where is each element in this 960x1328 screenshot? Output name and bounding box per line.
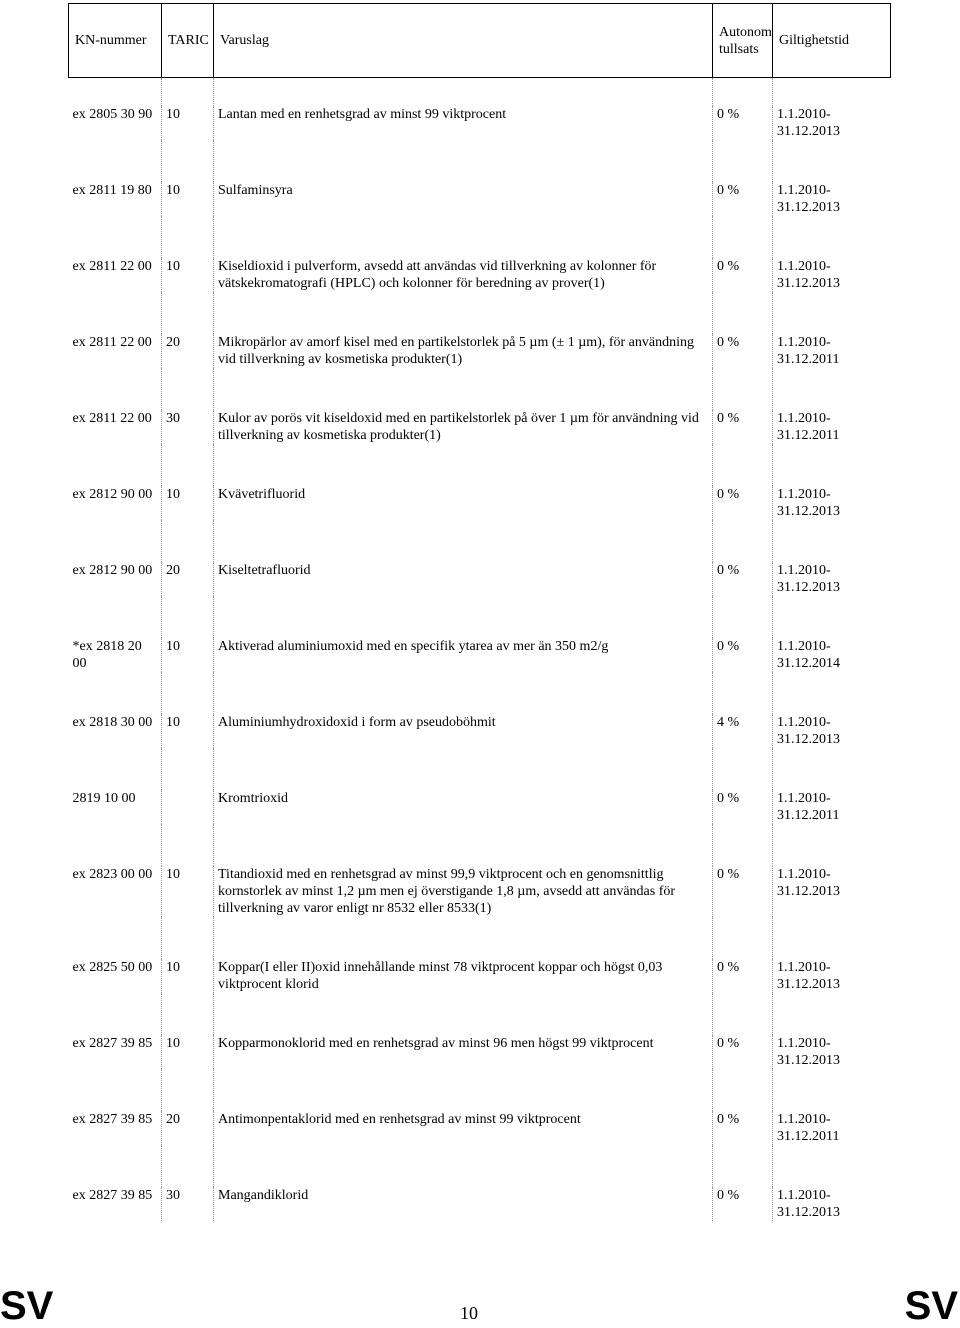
spacer-cell	[162, 993, 214, 1035]
varuslag-cell: Kopparmonoklorid med en renhetsgrad av minst 96 men högst 99 viktprocent	[214, 1035, 713, 1069]
table-row	[69, 258, 891, 292]
spacer-cell	[214, 520, 713, 562]
spacer-cell	[69, 993, 162, 1035]
spacer-cell	[214, 596, 713, 638]
varuslag-cell: Lantan med en renhetsgrad av minst 99 viktprocent	[214, 106, 713, 140]
giltighetstid-cell	[773, 182, 891, 216]
spacer-cell	[713, 292, 773, 334]
spacer-cell	[162, 368, 214, 410]
tullsats-cell: 0 %	[713, 334, 773, 368]
taric-cell: 10	[162, 106, 214, 140]
footer-language-code-right: SV	[904, 1284, 958, 1328]
table-row	[69, 486, 891, 520]
spacer-cell	[214, 1069, 713, 1111]
header-tullsats-line2: tullsats	[719, 41, 759, 57]
date-to: 31.12.2013	[777, 1053, 840, 1068]
varuslag-cell: Aluminiumhydroxidoxid i form av pseudoböhmit	[214, 714, 713, 748]
spacer-cell	[214, 292, 713, 334]
giltighetstid-cell	[773, 334, 891, 368]
spacer-cell	[162, 78, 214, 107]
varuslag-cell: Kiseldioxid i pulverform, avsedd att användas vid tillverkning av kolonner för vätskekromatografi (HPLC) och kolonner för beredning av prover(1)	[214, 258, 713, 292]
spacer-cell	[713, 824, 773, 866]
spacer-cell	[69, 78, 162, 107]
giltighetstid-cell	[773, 486, 891, 520]
spacer-cell	[773, 216, 891, 258]
varuslag-cell: Kromtrioxid	[214, 790, 713, 824]
spacer-cell	[69, 216, 162, 258]
varuslag-cell: Sulfaminsyra	[214, 182, 713, 216]
date-to: 31.12.2013	[777, 884, 840, 899]
spacer-cell	[162, 216, 214, 258]
header-autonom-tullsats	[713, 4, 773, 78]
spacer-cell	[713, 672, 773, 714]
date-from: 1.1.2010-	[777, 960, 831, 975]
spacer-cell	[162, 672, 214, 714]
spacer-cell	[713, 368, 773, 410]
date-from: 1.1.2010-	[777, 563, 831, 578]
spacer-cell	[69, 520, 162, 562]
spacer-cell	[713, 993, 773, 1035]
spacer-cell	[162, 917, 214, 959]
spacer-cell	[162, 596, 214, 638]
spacer-cell	[713, 78, 773, 107]
spacer-cell	[69, 672, 162, 714]
spacer-cell	[773, 748, 891, 790]
spacer-cell	[162, 748, 214, 790]
footer-language-code-left: SV	[0, 1284, 54, 1328]
spacer-cell	[69, 917, 162, 959]
row-spacer	[69, 520, 891, 562]
spacer-cell	[214, 993, 713, 1035]
giltighetstid-cell	[773, 258, 891, 292]
spacer-cell	[713, 1145, 773, 1187]
giltighetstid-cell	[773, 638, 891, 672]
spacer-cell	[162, 520, 214, 562]
varuslag-cell: Mikropärlor av amorf kisel med en partikelstorlek på 5 µm (± 1 µm), för användning vid tillverkning av kosmetiska produkter(1)	[214, 334, 713, 368]
kn-cell: ex 2827 39 85	[69, 1035, 162, 1069]
table-row	[69, 790, 891, 824]
tariff-table	[68, 3, 891, 1221]
row-spacer	[69, 1069, 891, 1111]
tullsats-cell: 0 %	[713, 866, 773, 917]
header-taric: TARIC	[162, 4, 214, 78]
spacer-cell	[713, 748, 773, 790]
header-giltighetstid: Giltighetstid	[773, 4, 891, 78]
table-header-row	[69, 4, 891, 78]
spacer-cell	[214, 917, 713, 959]
date-from: 1.1.2010-	[777, 1036, 831, 1051]
giltighetstid-cell	[773, 410, 891, 444]
date-from: 1.1.2010-	[777, 715, 831, 730]
spacer-cell	[162, 1145, 214, 1187]
taric-cell: 10	[162, 638, 214, 672]
spacer-cell	[713, 1069, 773, 1111]
row-spacer	[69, 748, 891, 790]
spacer-cell	[214, 368, 713, 410]
taric-cell: 20	[162, 562, 214, 596]
kn-cell: ex 2812 90 00	[69, 562, 162, 596]
taric-cell: 10	[162, 486, 214, 520]
date-to: 31.12.2013	[777, 580, 840, 595]
spacer-cell	[69, 596, 162, 638]
date-to: 31.12.2013	[777, 276, 840, 291]
spacer-cell	[713, 444, 773, 486]
giltighetstid-cell	[773, 1111, 891, 1145]
giltighetstid-cell	[773, 866, 891, 917]
taric-cell: 10	[162, 182, 214, 216]
row-spacer	[69, 596, 891, 638]
date-from: 1.1.2010-	[777, 411, 831, 426]
spacer-cell	[162, 444, 214, 486]
tullsats-cell: 0 %	[713, 258, 773, 292]
taric-cell: 20	[162, 1111, 214, 1145]
date-to: 31.12.2013	[777, 977, 840, 992]
tullsats-cell: 0 %	[713, 638, 773, 672]
giltighetstid-cell	[773, 959, 891, 993]
table-row	[69, 714, 891, 748]
spacer-cell	[713, 140, 773, 182]
spacer-cell	[773, 292, 891, 334]
spacer-cell	[69, 1069, 162, 1111]
spacer-cell	[713, 216, 773, 258]
tullsats-cell: 4 %	[713, 714, 773, 748]
row-spacer	[69, 368, 891, 410]
spacer-cell	[773, 1145, 891, 1187]
date-from: 1.1.2010-	[777, 791, 831, 806]
kn-cell: ex 2818 30 00	[69, 714, 162, 748]
date-from: 1.1.2010-	[777, 107, 831, 122]
table-row	[69, 1187, 891, 1221]
spacer-cell	[214, 748, 713, 790]
spacer-cell	[773, 520, 891, 562]
giltighetstid-cell	[773, 106, 891, 140]
kn-cell: ex 2823 00 00	[69, 866, 162, 917]
kn-cell: ex 2811 22 00	[69, 410, 162, 444]
taric-cell: 30	[162, 1187, 214, 1221]
tullsats-cell: 0 %	[713, 106, 773, 140]
spacer-cell	[69, 292, 162, 334]
spacer-cell	[773, 596, 891, 638]
row-spacer	[69, 993, 891, 1035]
spacer-cell	[773, 917, 891, 959]
taric-cell: 10	[162, 1035, 214, 1069]
tullsats-cell: 0 %	[713, 1111, 773, 1145]
table-row	[69, 410, 891, 444]
taric-cell	[162, 790, 214, 824]
spacer-cell	[773, 993, 891, 1035]
row-spacer	[69, 292, 891, 334]
date-to: 31.12.2011	[777, 428, 840, 443]
kn-cell: ex 2825 50 00	[69, 959, 162, 993]
taric-cell: 20	[162, 334, 214, 368]
varuslag-cell: Kulor av porös vit kiseldoxid med en partikelstorlek på över 1 µm för användning vid tillverkning av kosmetiska produkter(1)	[214, 410, 713, 444]
date-to: 31.12.2013	[777, 124, 840, 139]
row-spacer	[69, 824, 891, 866]
date-to: 31.12.2013	[777, 1205, 840, 1220]
tullsats-cell: 0 %	[713, 562, 773, 596]
varuslag-cell: Titandioxid med en renhetsgrad av minst 99,9 viktprocent och en genomsnittlig kornstorlek av minst 1,2 µm men ej överstigande 1,8 µm, avsedd att användas för tillverkning av varor enligt nr 8532 eller 8533(1)	[214, 866, 713, 917]
date-to: 31.12.2013	[777, 732, 840, 747]
giltighetstid-cell	[773, 790, 891, 824]
table-row	[69, 1035, 891, 1069]
spacer-cell	[69, 368, 162, 410]
spacer-cell	[214, 824, 713, 866]
spacer-cell	[773, 672, 891, 714]
spacer-cell	[773, 444, 891, 486]
header-kn-nummer: KN-nummer	[69, 4, 162, 78]
table-body	[69, 78, 891, 1222]
spacer-cell	[773, 1069, 891, 1111]
spacer-cell	[773, 78, 891, 107]
taric-cell: 30	[162, 410, 214, 444]
spacer-cell	[773, 368, 891, 410]
table-row	[69, 1111, 891, 1145]
kn-cell: ex 2811 19 80	[69, 182, 162, 216]
kn-cell: ex 2811 22 00	[69, 334, 162, 368]
spacer-cell	[773, 824, 891, 866]
tullsats-cell: 0 %	[713, 486, 773, 520]
varuslag-cell: Koppar(I eller II)oxid innehållande minst 78 viktprocent koppar och högst 0,03 viktprocent klorid	[214, 959, 713, 993]
taric-cell: 10	[162, 959, 214, 993]
date-from: 1.1.2010-	[777, 487, 831, 502]
spacer-cell	[162, 292, 214, 334]
date-to: 31.12.2011	[777, 1129, 840, 1144]
spacer-cell	[69, 444, 162, 486]
date-from: 1.1.2010-	[777, 1188, 831, 1203]
date-to: 31.12.2011	[777, 808, 840, 823]
kn-cell: ex 2805 30 90	[69, 106, 162, 140]
taric-cell: 10	[162, 866, 214, 917]
header-tullsats-line1: Autonom	[719, 24, 772, 40]
table-row	[69, 638, 891, 672]
date-from: 1.1.2010-	[777, 259, 831, 274]
table-row	[69, 182, 891, 216]
date-from: 1.1.2010-	[777, 183, 831, 198]
spacer-cell	[713, 917, 773, 959]
varuslag-cell: Kvävetrifluorid	[214, 486, 713, 520]
row-spacer	[69, 917, 891, 959]
kn-cell: *ex 2818 20 00	[69, 638, 162, 672]
table-row	[69, 866, 891, 917]
header-varuslag: Varuslag	[214, 4, 713, 78]
kn-cell: ex 2827 39 85	[69, 1111, 162, 1145]
date-from: 1.1.2010-	[777, 867, 831, 882]
table-row	[69, 334, 891, 368]
row-spacer	[69, 216, 891, 258]
tullsats-cell: 0 %	[713, 182, 773, 216]
giltighetstid-cell	[773, 562, 891, 596]
giltighetstid-cell	[773, 1035, 891, 1069]
table-row	[69, 562, 891, 596]
row-spacer	[69, 140, 891, 182]
spacer-cell	[69, 140, 162, 182]
kn-cell: ex 2812 90 00	[69, 486, 162, 520]
taric-cell: 10	[162, 714, 214, 748]
giltighetstid-cell	[773, 1187, 891, 1221]
tullsats-cell: 0 %	[713, 1187, 773, 1221]
tullsats-cell: 0 %	[713, 790, 773, 824]
spacer-cell	[214, 140, 713, 182]
date-from: 1.1.2010-	[777, 639, 831, 654]
varuslag-cell: Kiseltetrafluorid	[214, 562, 713, 596]
date-to: 31.12.2013	[777, 504, 840, 519]
spacer-cell	[69, 748, 162, 790]
spacer-cell	[214, 216, 713, 258]
giltighetstid-cell	[773, 714, 891, 748]
kn-cell: ex 2827 39 85	[69, 1187, 162, 1221]
kn-cell: 2819 10 00	[69, 790, 162, 824]
spacer-cell	[162, 140, 214, 182]
date-to: 31.12.2014	[777, 656, 840, 671]
date-from: 1.1.2010-	[777, 1112, 831, 1127]
table-row	[69, 106, 891, 140]
spacer-cell	[162, 1069, 214, 1111]
spacer-cell	[773, 140, 891, 182]
spacer-cell	[69, 1145, 162, 1187]
tullsats-cell: 0 %	[713, 1035, 773, 1069]
varuslag-cell: Mangandiklorid	[214, 1187, 713, 1221]
tullsats-cell: 0 %	[713, 410, 773, 444]
tullsats-cell: 0 %	[713, 959, 773, 993]
row-spacer	[69, 444, 891, 486]
row-spacer	[69, 1145, 891, 1187]
taric-cell: 10	[162, 258, 214, 292]
kn-cell: ex 2811 22 00	[69, 258, 162, 292]
date-from: 1.1.2010-	[777, 335, 831, 350]
spacer-cell	[214, 78, 713, 107]
spacer-cell	[214, 1145, 713, 1187]
spacer-cell	[214, 672, 713, 714]
spacer-cell	[713, 520, 773, 562]
varuslag-cell: Antimonpentaklorid med en renhetsgrad av minst 99 viktprocent	[214, 1111, 713, 1145]
spacer-cell	[713, 596, 773, 638]
spacer-cell	[214, 444, 713, 486]
row-spacer	[69, 672, 891, 714]
spacer-cell	[69, 824, 162, 866]
spacer-cell	[162, 824, 214, 866]
footer-page-number: 10	[460, 1303, 478, 1323]
date-to: 31.12.2013	[777, 200, 840, 215]
date-to: 31.12.2011	[777, 352, 840, 367]
varuslag-cell: Aktiverad aluminiumoxid med en specifik ytarea av mer än 350 m2/g	[214, 638, 713, 672]
row-spacer	[69, 78, 891, 107]
table-row	[69, 959, 891, 993]
